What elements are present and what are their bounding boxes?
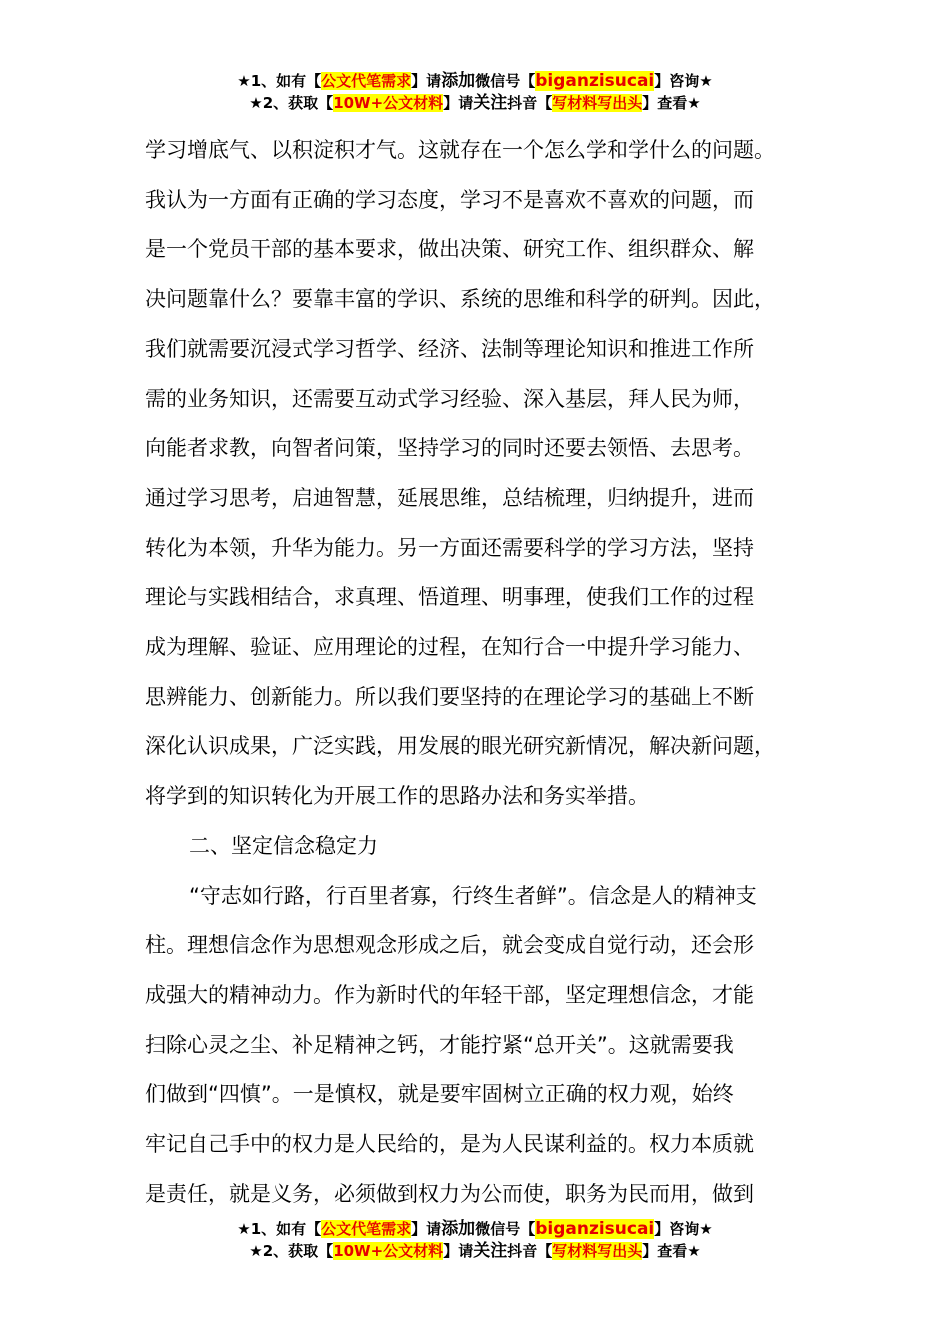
header-banner bbox=[0, 70, 950, 114]
banner-line-1: ★1、如有【公文代笔需求】请添加微信号【biganzisucai】咨询★ bbox=[237, 1219, 713, 1239]
text-line: “守志如行路，行百里者寡，行终生者鲜”。信念是人的精神支 bbox=[189, 883, 757, 908]
highlight-douyin: 写材料写出头 bbox=[552, 94, 643, 112]
highlight-service: 公文代笔需求 bbox=[321, 72, 412, 90]
text-line: 牢记自己手中的权力是人民给的，是为人民谋利益的。权力本质就 bbox=[145, 1132, 754, 1157]
text-line: 是责任，就是义务，必须做到权力为公而使，职务为民而用，做到 bbox=[145, 1181, 754, 1206]
document-body bbox=[145, 126, 835, 1219]
banner-line-2: ★2、获取【10W+公文材料】请关注抖音【写材料写出头】查看★ bbox=[249, 93, 701, 113]
text-line: 向能者求教，向智者问策，坚持学习的同时还要去领悟、去思考。 bbox=[145, 436, 754, 461]
text-line: 决问题靠什么？要靠丰富的学识、系统的思维和科学的研判。因此， bbox=[145, 287, 775, 312]
highlight-wechat-id: biganzisucai bbox=[535, 71, 655, 91]
highlight-wechat-id: biganzisucai bbox=[535, 1219, 655, 1239]
text-line: 通过学习思考，启迪智慧，延展思维，总结梳理，归纳提升，进而 bbox=[145, 485, 754, 510]
highlight-materials: 10W+公文材料 bbox=[333, 94, 444, 112]
text-line: 思辨能力、创新能力。所以我们要坚持的在理论学习的基础上不断 bbox=[145, 684, 754, 709]
text-line: 柱。理想信念作为思想观念形成之后，就会变成自觉行动，还会形 bbox=[145, 933, 754, 958]
section-heading: 二、坚定信念稳定力 bbox=[189, 833, 378, 858]
text-line: 扫除心灵之尘、补足精神之钙，才能拧紧“总开关”。这就需要我 bbox=[145, 1032, 734, 1057]
highlight-douyin: 写材料写出头 bbox=[552, 1242, 643, 1260]
text-line: 理论与实践相结合，求真理、悟道理、明事理，使我们工作的过程 bbox=[145, 585, 754, 610]
text-line: 将学到的知识转化为开展工作的思路办法和务实举措。 bbox=[145, 784, 649, 809]
text-line: 需的业务知识，还需要互动式学习经验、深入基层，拜人民为师， bbox=[145, 386, 754, 411]
text-line: 是一个党员干部的基本要求，做出决策、研究工作、组织群众、解 bbox=[145, 237, 754, 262]
highlight-service: 公文代笔需求 bbox=[321, 1220, 412, 1238]
text-line: 我们就需要沉浸式学习哲学、经济、法制等理论知识和推进工作所 bbox=[145, 336, 754, 361]
footer-banner bbox=[0, 1218, 950, 1262]
text-line: 我认为一方面有正确的学习态度，学习不是喜欢不喜欢的问题，而 bbox=[145, 187, 754, 212]
highlight-materials: 10W+公文材料 bbox=[333, 1242, 444, 1260]
text-line: 学习增底气、以积淀积才气。这就存在一个怎么学和学什么的问题。 bbox=[145, 138, 775, 162]
banner-line-2: ★2、获取【10W+公文材料】请关注抖音【写材料写出头】查看★ bbox=[249, 1241, 701, 1261]
text-line: 们做到“四慎”。一是慎权，就是要牢固树立正确的权力观，始终 bbox=[145, 1082, 734, 1107]
banner-line-1: ★1、如有【公文代笔需求】请添加微信号【biganzisucai】咨询★ bbox=[237, 71, 713, 91]
text-line: 深化认识成果，广泛实践，用发展的眼光研究新情况，解决新问题， bbox=[145, 734, 775, 759]
text-line: 转化为本领，升华为能力。另一方面还需要科学的学习方法，坚持 bbox=[145, 535, 754, 560]
text-line: 成强大的精神动力。作为新时代的年轻干部，坚定理想信念，才能 bbox=[145, 982, 754, 1007]
text-line: 成为理解、验证、应用理论的过程，在知行合一中提升学习能力、 bbox=[145, 635, 754, 660]
